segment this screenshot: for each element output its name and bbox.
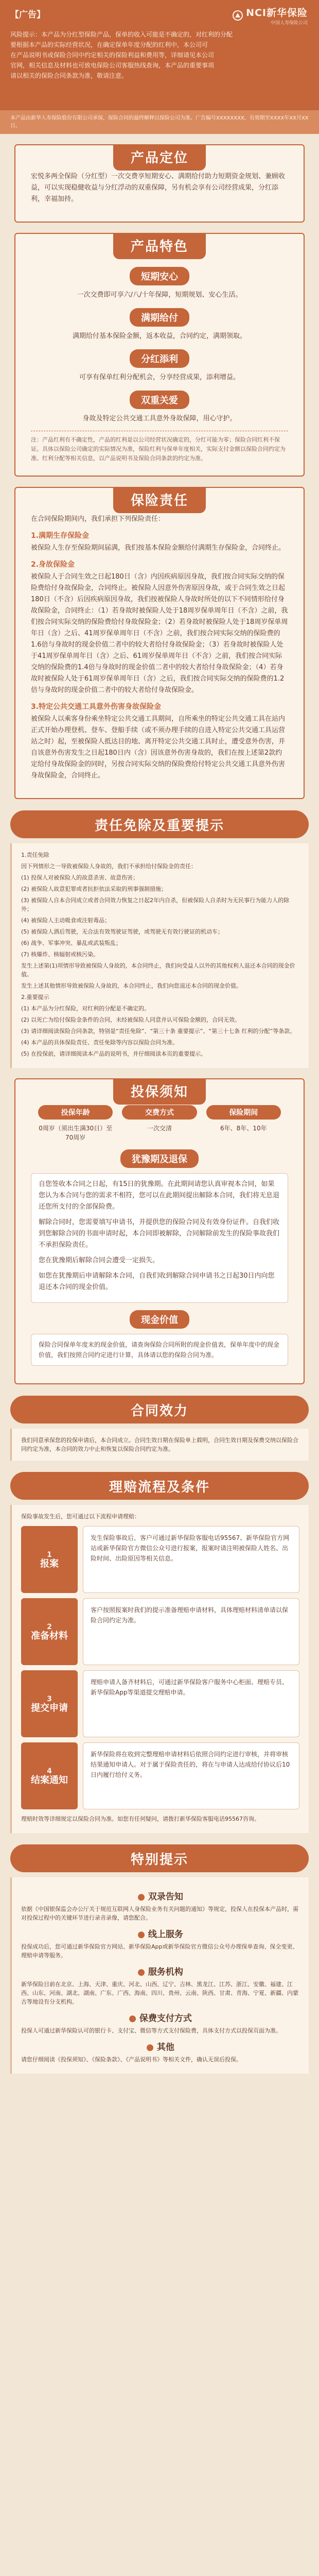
exclusions-title: 责任免除及重要提示 bbox=[10, 810, 309, 838]
benefit-text: 被保险人生存至保险期间届满，我们按基本保险金额给付满期生存保险金，合同终止。 bbox=[31, 544, 286, 552]
risk-notice-line: 风险提示：本产品为分红型保险产品，保单的收入可能是不确定的，对红利的分配 bbox=[10, 31, 233, 38]
note-text: 投保人可通过新华保险认可的银行卡、支付宝、微信等方式支付保险费，具体支付方式以投保页面为准。 bbox=[21, 2027, 281, 2034]
exclusion-line: 发生上述其他情形导致被保险人身故的，本合同终止，我们向您退还本合同的现金价值。 bbox=[21, 982, 242, 989]
stat-age bbox=[36, 1105, 115, 1142]
stat-label: 交费方式 bbox=[122, 1105, 197, 1120]
note-title-text: 双录告知 bbox=[148, 1892, 183, 1902]
claims-step-name: 提交申请 bbox=[31, 1703, 68, 1714]
note-title bbox=[21, 2014, 299, 2023]
brand-logo-icon bbox=[233, 10, 243, 21]
note-title-text: 其他 bbox=[156, 2042, 174, 2053]
benefit-heading: 3.特定公共交通工具意外伤害身故保险金 bbox=[31, 703, 162, 711]
risk-notice-line: 在产品说明书或保险合同中约定相关的保险利益和费用等，详细请见本公司 bbox=[10, 52, 215, 59]
claims-step-desc: 新华保险将在收到完整理赔申请材料后依照合同约定进行审核，并将审核结果通知申请人。对于属于保险责任的，将在与申请人达成给付协议后10日内履行给付义务。 bbox=[83, 1742, 299, 1809]
claims-step bbox=[21, 1742, 299, 1809]
stat-term bbox=[204, 1105, 283, 1142]
claims-step-name: 报案 bbox=[40, 1558, 59, 1569]
fine-print: 本产品由新华人寿保险股份有限公司承保，保险合同的最终解释以保险公司为准。广告编号XXXXXXXX，有效期至XXXX年XX月XX日。 bbox=[0, 110, 319, 134]
exclusion-line: (4) 本产品的具体保险责任、责任免除等内容以保险合同为准。 bbox=[21, 1039, 179, 1046]
stat-label: 投保年龄 bbox=[38, 1105, 113, 1120]
section-features bbox=[14, 233, 305, 477]
hesitation-box bbox=[31, 1173, 288, 1303]
stat-value: 0周岁（须出生满30日）至70周岁 bbox=[39, 1125, 113, 1141]
risk-notice-line: 要根据本产品的实际经营状况，在确定保单年度分配的红利中，本公司可 bbox=[10, 41, 208, 48]
note-dot-icon: ● bbox=[146, 2042, 157, 2053]
exclusion-line: (5) 被保险人酒后驾驶，无合法有效驾驶证驾驶，或驾驶无有效行驶证的机动车； bbox=[21, 928, 224, 935]
exclusion-line: (5) 在投保前，请详细阅读本产品的说明书，并仔细阅读本页的重要提示。 bbox=[21, 1050, 207, 1057]
claims-step-desc: 理赔申请人备齐材料后，可通过新华保险客户服务中心柜面、理赔专员、新华保险App等渠道提交理赔申请。 bbox=[83, 1670, 299, 1737]
section-title: 保险责任 bbox=[113, 487, 206, 513]
benefits-intro: 在合同保险期间内，我们承担下列保险责任： bbox=[31, 515, 165, 523]
claims-step-badge bbox=[21, 1598, 78, 1665]
section-title: 产品特色 bbox=[113, 233, 206, 259]
claims-step-num: 1 bbox=[47, 1551, 52, 1559]
section-title: 产品定位 bbox=[113, 144, 206, 171]
claims-title: 理赔流程及条件 bbox=[10, 1472, 309, 1500]
exclusion-line: 因下列情形之一导致被保险人身故的，我们不承担给付保险金的责任： bbox=[21, 863, 197, 870]
feature-tag: 双重关爱 bbox=[130, 391, 189, 409]
exclusion-line: 2.重要提示 bbox=[21, 994, 49, 1001]
exclusion-line: (3) 被保险人自本合同成立或者合同效力恢复之日起2年内自杀，但被保险人自杀时为无民事行为能力人的除外； bbox=[21, 897, 290, 912]
claims-lead: 保险事故发生后，您可通过以下流程申请理赔： bbox=[21, 1513, 140, 1520]
exclusions-body bbox=[10, 843, 309, 1068]
risk-notice-line: 请以相关的保险合同条款为准，敬请注意。 bbox=[10, 72, 128, 79]
top-banner bbox=[0, 0, 319, 110]
claims-tail: 理赔时效等详细规定以保险合同为准。如您有任何疑问，请拨打新华保险客服电话95567咨询。 bbox=[21, 1816, 260, 1822]
feature-tag: 分红添利 bbox=[130, 349, 189, 368]
note-dot-icon: ● bbox=[137, 1929, 148, 1940]
claims-body bbox=[10, 1505, 309, 1833]
note-title bbox=[21, 1968, 299, 1977]
risk-notice-line: 官网，相关信息及材料也可致电保险公司客服热线查询，本产品的重要事项 bbox=[10, 62, 215, 69]
benefit-text: 被保险人于合同生效之日起180日（含）内因疾病原因身故，我们按合同实际交纳的保险费给付身故保险金，合同终止。被保险人因意外伤害原因身故，或于合同生效之日起180日（不含）后因疾病原因身故，我们按被保险人身故时所处的以下不同情形给付身故保险金，合同终止：（1）若身故时被保险人处于18周岁保单周年日（不含）之前，我们按合同实际交纳的保险费给付身故保险金；（2）若身故时被保险人处于18周岁保单周年日（含）之后、41周岁保单周年日（不含）之前，我们按合同实际交纳的保险费的1.6倍与身故时的现金价值二者中的较大者给付身故保险金；（3）若身故时被保险人处于41周岁保单周年日（含）之后、61周岁保单周年日（不含）之前，我们按合同实际交纳的保险费的1.4倍与身故时的现金价值二者中的较大者给付身故保险金；（4）若身故时被保险人处于61周岁保单周年日（含）之后，我们按合同实际交纳的保险费的1.2倍与身故时的现金价值二者中的较大者给付身故保险金。 bbox=[31, 573, 288, 694]
cash-box: 保险合同保单年度末的现金价值，请查询保险合同所附的现金价值表，保单年度中的现金价值，我们按照合同约定进行计算，具体请以您的保险合同为准。 bbox=[31, 1334, 288, 1366]
note-text: 新华保险目前在北京、上海、天津、重庆、河北、山西、辽宁、吉林、黑龙江、江苏、浙江、安徽、福建、江西、山东、河南、湖北、湖南、广东、广西、海南、四川、贵州、云南、陕西、甘肃、青海、宁夏、新疆、内蒙古等地设有分支机构。 bbox=[21, 1981, 298, 2005]
stat-payment bbox=[120, 1105, 199, 1142]
exclusion-line: (4) 被保险人主动吸食或注射毒品； bbox=[21, 917, 111, 924]
hesitation-line: 如您在犹豫期后申请解除本合同，自我们收到解除合同申请书之日起30日内向您退还本合同的现金价值。 bbox=[39, 1272, 275, 1291]
note-title bbox=[21, 2043, 299, 2052]
claims-step-badge bbox=[21, 1526, 78, 1593]
claims-step bbox=[21, 1526, 299, 1593]
exclusion-line: (1) 本产品为分红保险，对红利的分配是不确定的。 bbox=[21, 1005, 150, 1012]
effect-title: 合同效力 bbox=[10, 1396, 309, 1423]
exclusion-line: (6) 战争、军事冲突、暴乱或武装叛乱； bbox=[21, 940, 122, 946]
note-title-text: 服务机构 bbox=[148, 1967, 183, 1977]
benefit-text: 被保险人以乘客身份乘坐特定公共交通工具期间，自所乘坐的特定公共交通工具在站内正式开始办理登机、登车、登船手续（或不须办理手续的自进入特定公共交通工具运营站之时）起，至被保险人抵达目的地、离开特定公共交通工具时止，遭受意外伤害，并自该意外伤害发生之日起180日内（含）因该意外伤害身故的，我们在按上述第2款约定给付身故保险金的同时，另按合同实际交纳的保险费给付特定公共交通工具意外伤害身故保险金，合同终止。 bbox=[31, 715, 286, 779]
note-title-text: 保费支付方式 bbox=[139, 2013, 192, 2024]
note-text: 投保成功后，您可通过新华保险官方网站、新华保险App或新华保险官方微信公众号办理保单查询、保全变更、理赔申请等服务。 bbox=[21, 1943, 298, 1959]
feature-text: 可享有保单红利分配机会，分享经营成果，添利增益。 bbox=[79, 374, 240, 381]
exclusion-line: (2) 以死亡为给付保险金条件的合同，未经被保险人同意并认可保险金额的，合同无效。 bbox=[21, 1016, 241, 1023]
brand-name: NCI新华保险 bbox=[246, 7, 308, 19]
claims-step-badge bbox=[21, 1742, 78, 1809]
feature-tag: 短期安心 bbox=[130, 267, 189, 285]
brand-sub: 中国人寿保险公司 bbox=[270, 21, 308, 26]
hesitation-line: 解除合同时，您需要填写申请书，并提供您的保险合同及有效身份证件。自我们收到您解除合同的书面申请时起，本合同即被解除，合同解除前发生的保险事故我们不承担保险责任。 bbox=[39, 1218, 280, 1249]
hesitation-line: 您在犹豫期后解除合同会遭受一定损失。 bbox=[39, 1257, 160, 1264]
claims-step bbox=[21, 1598, 299, 1665]
risk-notice bbox=[10, 29, 309, 81]
claims-step-name: 准备材料 bbox=[31, 1631, 68, 1641]
note-dot-icon: ● bbox=[129, 2013, 139, 2024]
hesitation-title: 犹豫期及退保 bbox=[120, 1149, 199, 1168]
product-intro: 宏悦多两全保险（分红型）一次交费享短期安心、满期给付助力短期资金规划、兼顾收益，可以实现稳健收益与分红浮动的双重保障，另有机会享有公司经营成果，分红添利，幸福加持。 bbox=[31, 173, 286, 203]
section-benefits bbox=[14, 487, 305, 799]
feature-text: 身故及特定公共交通工具意外身故保障，用心守护。 bbox=[82, 415, 237, 422]
feature-text: 一次交费即可享六/八/十年保障，短期规划、安心生活。 bbox=[77, 291, 242, 299]
note-title bbox=[21, 1893, 299, 1902]
note-dot-icon: ● bbox=[137, 1967, 148, 1977]
special-title: 特别提示 bbox=[10, 1844, 309, 1872]
exclusion-line: 发生上述第(1)项情形导致被保险人身故的，本合同终止，我们向受益人以外的其他权利人退还本合同的现金价值。 bbox=[21, 962, 295, 978]
claims-step-desc: 发生保险事故后，客户可通过新华保险客服电话95567、新华保险官方网站或新华保险官方微信公众号进行报案，报案时请注明被保险人姓名、出险时间、出险原因等相关信息。 bbox=[83, 1526, 299, 1593]
section-title: 投保须知 bbox=[113, 1078, 206, 1105]
exclusion-line: (1) 投保人对被保险人的故意杀害、故意伤害； bbox=[21, 874, 139, 881]
claims-step-name: 结案通知 bbox=[31, 1775, 68, 1786]
special-body bbox=[10, 1877, 309, 2074]
claims-step-num: 4 bbox=[47, 1767, 52, 1775]
claims-step-desc: 客户按照报案时我们的提示准备理赔申请材料，具体理赔材料清单请以保险合同约定为准。 bbox=[83, 1598, 299, 1665]
hesitation-line: 自您签收本合同之日起，有15日的犹豫期。在此期间请您认真审视本合同，如果您认为本合同与您的需求不相符，您可以在此期间提出解除本合同，我们将无息退还您所支付的全部保险费。 bbox=[39, 1180, 280, 1211]
claims-step-badge bbox=[21, 1670, 78, 1737]
ad-tag: 【广告】 bbox=[10, 10, 45, 20]
note-title bbox=[21, 1930, 299, 1939]
exclusion-line: (7) 核爆炸、核辐射或核污染。 bbox=[21, 951, 99, 958]
note-title-text: 线上服务 bbox=[148, 1929, 183, 1940]
exclusion-line: (2) 被保险人故意犯罪或者抗拒依法采取的刑事强制措施； bbox=[21, 886, 167, 892]
cash-title: 现金价值 bbox=[130, 1310, 189, 1329]
benefit-heading: 2.身故保险金 bbox=[31, 561, 75, 569]
feature-footnote: 注：产品红利有不确定性，产品的红利是以公司经营状况确定的，分红可能为零；保险合同红利不保证。具体以保险公司确定的实际情况为准，保险红利与保单年度相关，实际支付金额以保险合同约定为准。红利分配等相关信息，以产品说明书及保险合同条款的约定为准。 bbox=[31, 431, 288, 463]
stat-value: 一次交清 bbox=[147, 1125, 172, 1132]
feature-text: 满期给付基本保险金额，返本收益，合同约定，满期领取。 bbox=[72, 332, 246, 340]
insure-stats bbox=[31, 1105, 288, 1142]
effect-body: 我们同意承保您的投保申请后，本合同成立。合同生效日期在保险单上载明，合同生效日期及保费交纳以保险合同约定为准，本合同的效力中止和恢复以保险合同约定为准。 bbox=[10, 1429, 309, 1461]
claims-step-num: 2 bbox=[47, 1623, 52, 1631]
claims-step-num: 3 bbox=[47, 1695, 52, 1703]
stat-label: 保险期间 bbox=[206, 1105, 281, 1120]
claims-step bbox=[21, 1670, 299, 1737]
brand-logo bbox=[233, 5, 308, 26]
benefit-heading: 1.满期生存保险金 bbox=[31, 532, 90, 540]
note-text: 依据《中国银保监会办公厅关于规范互联网人身保险业务有关问题的通知》等规定，投保人在投保本产品时，需对投保过程中的关键环节进行录音录像，请您配合。 bbox=[21, 1906, 298, 1921]
exclusion-line: (3) 请详细阅读保险合同条款，特别是“责任免除”、“第三十条 重要提示”、“第三十七条 红利的分配”等条款。 bbox=[21, 1028, 296, 1035]
exclusion-line: 1.责任免除 bbox=[21, 852, 49, 858]
note-text: 请您仔细阅读《投保须知》、《保险条款》、《产品说明书》等相关文件，确认无误后投保。 bbox=[21, 2056, 242, 2063]
note-dot-icon: ● bbox=[137, 1892, 148, 1902]
stat-value: 6年、8年、10年 bbox=[220, 1125, 267, 1132]
section-insure bbox=[14, 1078, 305, 1384]
feature-tag: 满期给付 bbox=[130, 308, 189, 327]
section-product bbox=[14, 144, 305, 223]
